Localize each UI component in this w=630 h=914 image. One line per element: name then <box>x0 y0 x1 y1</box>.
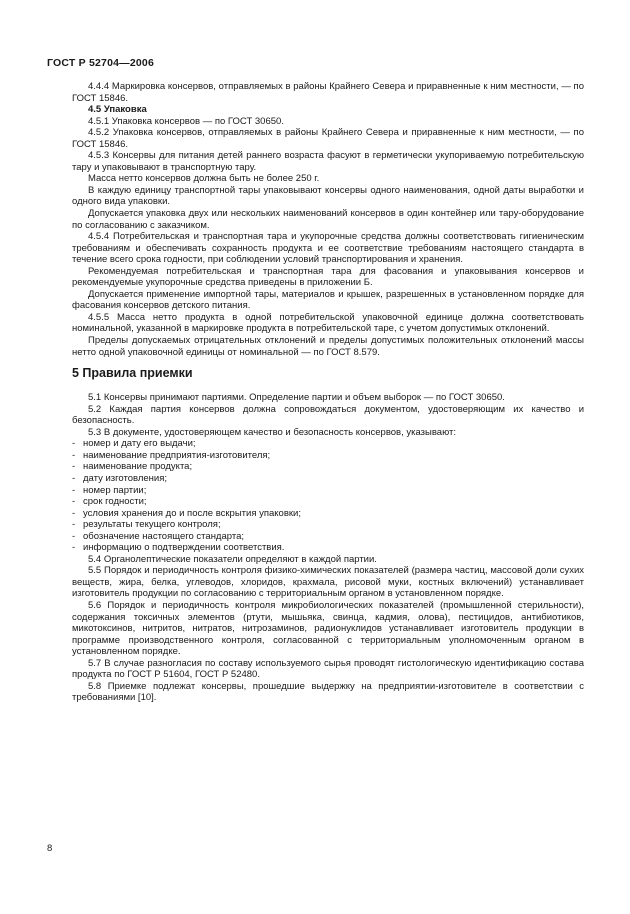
paragraph: 5.7 В случае разногласия по составу используемого сырья проводят гистологическую идентификацию состава продукта по ГОСТ Р 51604, ГОСТ Р 52480. <box>72 657 584 681</box>
paragraph: 4.4.4 Маркировка консервов, отправляемых в районы Крайнего Севера и приравненные к ним местности, — по ГОСТ 15846. <box>72 81 584 104</box>
section-5-intro <box>72 392 584 438</box>
paragraph: 5.2 Каждая партия консервов должна сопровождаться документом, удостоверяющим их качество и безопасность. <box>72 403 584 427</box>
page-number: 8 <box>47 843 53 854</box>
subsection-heading: 4.5 Упаковка <box>88 104 147 116</box>
section-4-5-packaging <box>72 81 584 358</box>
document-requirements-list <box>72 438 584 553</box>
paragraph: Допускается применение импортной тары, материалов и крышек, разрешенных в установленном порядке для фасования консервов детского питания. <box>72 288 584 312</box>
section-5-rules <box>72 554 584 704</box>
paragraph: Допускается упаковка двух или нескольких наименований консервов в один контейнер или тару-оборудование по согласованию с заказчиком. <box>72 208 584 231</box>
list-item: - срок годности; <box>72 496 584 508</box>
list-item: - дату изготовления; <box>72 473 584 485</box>
paragraph: 5.4 Органолептические показатели определяют в каждой партии. <box>88 553 377 565</box>
paragraph: В каждую единицу транспортной тары упаковывают консервы одного наименования, одной даты выработки и одного вида упаковки. <box>72 184 584 208</box>
list-item: - условия хранения до и после вскрытия упаковки; <box>72 508 584 520</box>
list-item: - номер и дату его выдачи; <box>72 438 584 450</box>
list-item: - наименование предприятия-изготовителя; <box>72 450 584 462</box>
paragraph: 5.3 В документе, удостоверяющем качество и безопасность консервов, указывают: <box>88 426 456 438</box>
section-title: 5 Правила приемки <box>72 366 193 381</box>
paragraph: 5.6 Порядок и периодичность контроля микробиологических показателей (промышленной стерильности), содержания токсичных элементов (ртути, мышьяка, свинца, кадмия, олова), пестицидов, антибиотиков, микотоксинов, нитритов, нитратов, нитрозаминов, радионуклидов устанавливает изготовитель продукции в программе производственного контроля, согласованной с территориальным уполномоченным органом в установленном порядке. <box>72 599 584 658</box>
paragraph: 4.5.4 Потребительская и транспортная тара и укупорочные средства должны соответствовать гигиеническим требованиям и обеспечивать сохранность продукта и ее соответствие требованиям настоящего стандарта в течение всего срока годности, при соблюдении условий транспортирования и хранения. <box>72 231 584 266</box>
paragraph: 4.5.5 Масса нетто продукта в одной потребительской упаковочной единице должна соответствовать номинальной, указанной в маркировке продукта в потребительской таре, с учетом допустимых отклонений. <box>72 311 584 335</box>
list-item: - наименование продукта; <box>72 461 584 473</box>
paragraph: 5.1 Консервы принимают партиями. Определение партии и объем выборок — по ГОСТ 30650. <box>88 392 505 404</box>
list-item: - номер партии; <box>72 485 584 497</box>
paragraph: Рекомендуемая потребительская и транспортная тара для фасования и упаковывания консервов и рекомендуемые укупорочные средства приведены в приложении Б. <box>72 265 584 289</box>
paragraph: 4.5.1 Упаковка консервов — по ГОСТ 30650. <box>88 115 284 127</box>
paragraph: 5.5 Порядок и периодичность контроля физико-химических показателей (размера частиц, массовой доли сухих веществ, жира, белка, углеводов, хлоридов, крахмала, рисовой муки, костных включений) устанавливает изготовитель продукции по согласованию с территориальным органом в установленном порядке. <box>72 565 584 600</box>
paragraph: 4.5.3 Консервы для питания детей раннего возраста фасуют в герметически укупориваемую потребительскую тару и упаковывают в транспортную тару. <box>72 150 584 173</box>
paragraph: Пределы допускаемых отрицательных отклонений и пределы допустимых положительных отклонений массы нетто одной упаковочной единицы от номинальной — по ГОСТ 8.579. <box>72 335 584 358</box>
list-item: - обозначение настоящего стандарта; <box>72 531 584 543</box>
paragraph: 4.5.2 Упаковка консервов, отправляемых в районы Крайнего Севера и приравненные к ним местности, — по ГОСТ 15846. <box>72 127 584 150</box>
list-item: - результаты текущего контроля; <box>72 519 584 531</box>
list-item: - информацию о подтверждении соответствия. <box>72 542 584 554</box>
document-body <box>72 81 584 704</box>
paragraph: 5.8 Приемке подлежат консервы, прошедшие выдержку на предприятии-изготовителе в соответствии с требованиями [10]. <box>72 680 584 704</box>
document-code-header: ГОСТ Р 52704—2006 <box>47 57 155 69</box>
paragraph: Масса нетто консервов должна быть не более 250 г. <box>88 173 320 185</box>
